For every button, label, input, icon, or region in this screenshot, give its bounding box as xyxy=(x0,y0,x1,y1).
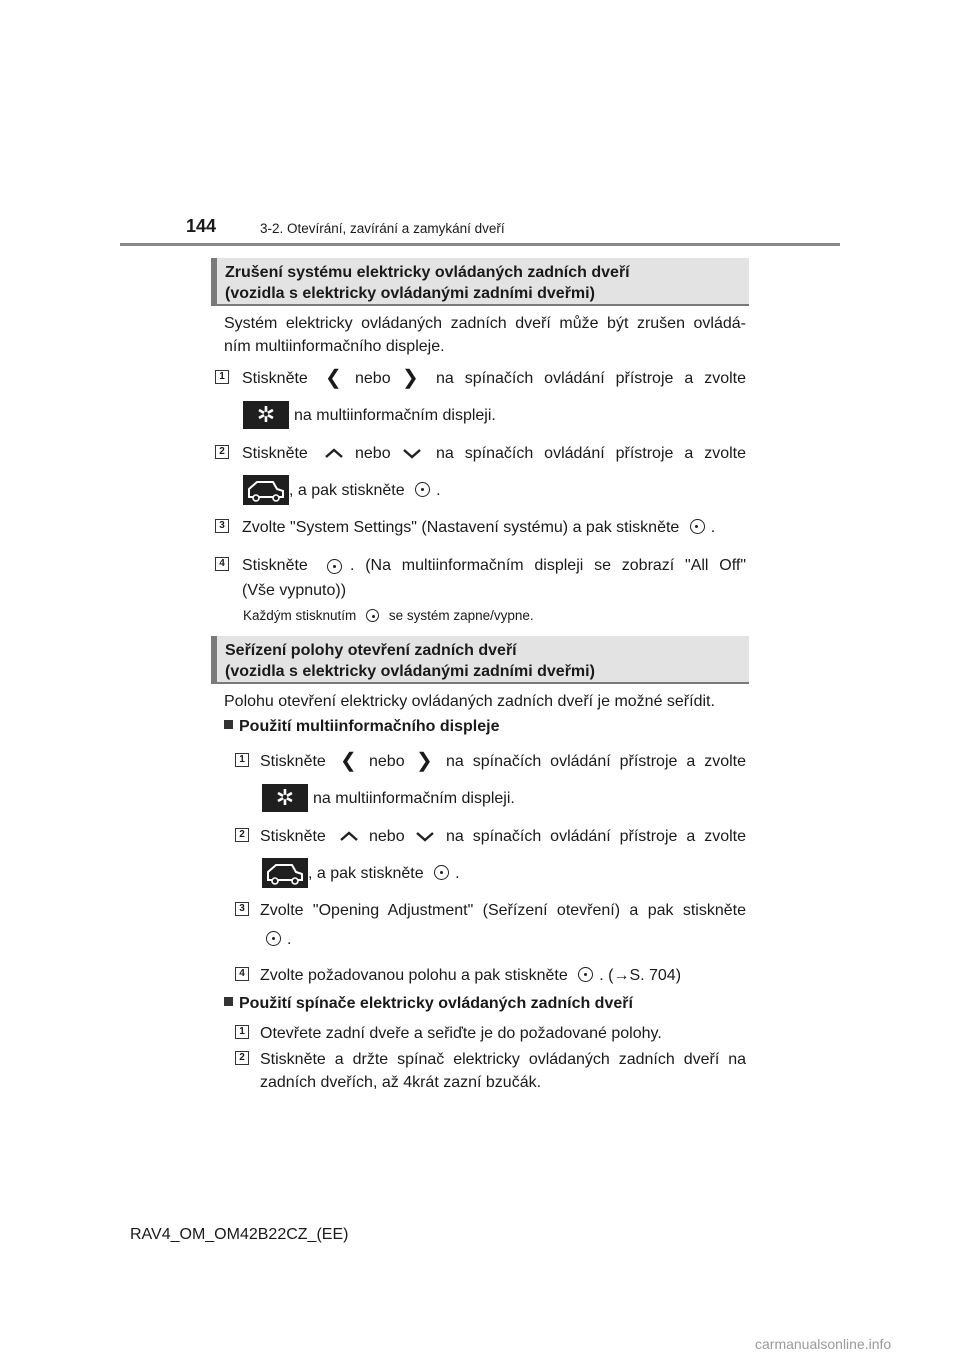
document-code: RAV4_OM_OM42B22CZ_(EE) xyxy=(130,1226,349,1243)
heading-line: Zrušení systému elektricky ovládaných zadních dveří xyxy=(225,264,630,281)
watermark: carmanualsonline.info xyxy=(755,1336,892,1352)
note-text: Každým stisknutím xyxy=(243,608,357,623)
section-heading-adjust xyxy=(211,636,749,684)
header-divider xyxy=(120,243,840,246)
step-text: Stiskněte xyxy=(260,828,326,845)
step-text: . (Na multiinformačním displeji se zobrazí "All Off" xyxy=(350,557,746,574)
step-number: 2 xyxy=(215,445,229,459)
chevron-up-icon xyxy=(324,447,344,459)
step-text: na spínačích ovládání přístroje a zvolte xyxy=(446,828,746,845)
vehicle-icon xyxy=(262,858,308,888)
chevron-up-icon xyxy=(339,830,359,842)
ok-button-icon xyxy=(434,865,449,880)
step-text: na spínačích ovládání přístroje a zvolte xyxy=(446,753,746,770)
intro-text-line: ním multiinformačního displeje. xyxy=(224,338,445,355)
heading-line: (vozidla s elektricky ovládanými zadními dveřmi) xyxy=(225,663,595,680)
step-text: , a pak stiskněte xyxy=(289,482,405,499)
step-text: , a pak stiskněte xyxy=(308,865,424,882)
step-text: . xyxy=(287,931,292,948)
subheading-switch: Použití spínače elektricky ovládaných zadních dveří xyxy=(224,995,633,1013)
chevron-left-icon: ❮ xyxy=(340,750,357,772)
step-text: . (→S. 704) xyxy=(599,967,682,984)
ok-button-icon xyxy=(415,482,430,497)
step-text: zadních dveřích, až 4krát zazní bzučák. xyxy=(260,1074,542,1091)
step-number: 3 xyxy=(235,902,249,916)
gear-icon: ✲ xyxy=(262,784,308,812)
step-text: nebo xyxy=(369,753,405,770)
chevron-left-icon: ❮ xyxy=(325,367,342,389)
step-number: 3 xyxy=(215,519,229,533)
bullet-square xyxy=(224,720,233,729)
ok-button-icon xyxy=(578,967,593,982)
step-text: nebo xyxy=(369,828,405,845)
step-number: 1 xyxy=(235,1025,249,1039)
step-number: 1 xyxy=(215,370,229,384)
page-number: 144 xyxy=(186,216,217,236)
step-text: na multiinformačním displeji. xyxy=(294,407,496,424)
step-text: Zvolte "System Settings" (Nastavení systému) a pak stiskněte xyxy=(242,519,680,536)
section-heading-cancel xyxy=(211,258,749,306)
step-text: . xyxy=(710,519,716,536)
step-number: 2 xyxy=(235,1051,249,1065)
step-text: Zvolte "Opening Adjustment" (Seřízení otevření) a pak stiskněte xyxy=(260,902,746,919)
intro-text: Polohu otevření elektricky ovládaných zadních dveří je možné seřídit. xyxy=(224,693,715,710)
ok-button-icon xyxy=(327,559,342,574)
ok-button-icon xyxy=(690,519,705,534)
subheading-display: Použití multiinformačního displeje xyxy=(224,718,499,736)
intro-text-line: Systém elektricky ovládaných zadních dveří může být zrušen ovládá- xyxy=(224,315,746,332)
step-text: Stiskněte xyxy=(260,753,326,770)
step-text: Otevřete zadní dveře a seřiďte je do požadované polohy. xyxy=(260,1025,662,1042)
step-text: na spínačích ovládání přístroje a zvolte xyxy=(436,445,746,462)
step-text: Stiskněte xyxy=(242,370,308,387)
step-text: na spínačích ovládání přístroje a zvolte xyxy=(436,370,746,387)
chevron-down-icon xyxy=(402,447,422,459)
chevron-down-icon xyxy=(415,830,435,842)
heading-line: Seřízení polohy otevření zadních dveří xyxy=(225,642,517,659)
step-text: Stiskněte a držte spínač elektricky ovládaných zadních dveří na xyxy=(260,1051,746,1068)
step-number: 1 xyxy=(235,753,249,767)
vehicle-icon xyxy=(243,475,289,505)
bullet-square xyxy=(224,997,233,1006)
step-number: 4 xyxy=(215,557,229,571)
step-text: nebo xyxy=(355,370,391,387)
step-text: nebo xyxy=(355,445,391,462)
step-text: na multiinformačním displeji. xyxy=(313,790,515,807)
step-text: . xyxy=(455,865,460,882)
step-text: Stiskněte xyxy=(242,557,308,574)
gear-icon: ✲ xyxy=(243,401,289,429)
chevron-right-icon: ❯ xyxy=(416,750,433,772)
heading-line: (vozidla s elektricky ovládanými zadními dveřmi) xyxy=(225,285,595,302)
step-number: 2 xyxy=(235,828,249,842)
step-text: Stiskněte xyxy=(242,445,308,462)
note-text: se systém zapne/vypne. xyxy=(388,608,534,623)
chapter-title: 3-2. Otevírání, zavírání a zamykání dveří xyxy=(260,221,505,236)
step-text: . xyxy=(436,482,441,499)
ok-button-icon xyxy=(266,931,281,946)
chevron-right-icon: ❯ xyxy=(402,367,419,389)
ok-button-icon xyxy=(366,609,379,622)
step-text: (Vše vypnuto)) xyxy=(242,582,347,599)
step-number: 4 xyxy=(235,967,249,981)
step-text: Zvolte požadovanou polohu a pak stiskněte xyxy=(260,967,568,984)
